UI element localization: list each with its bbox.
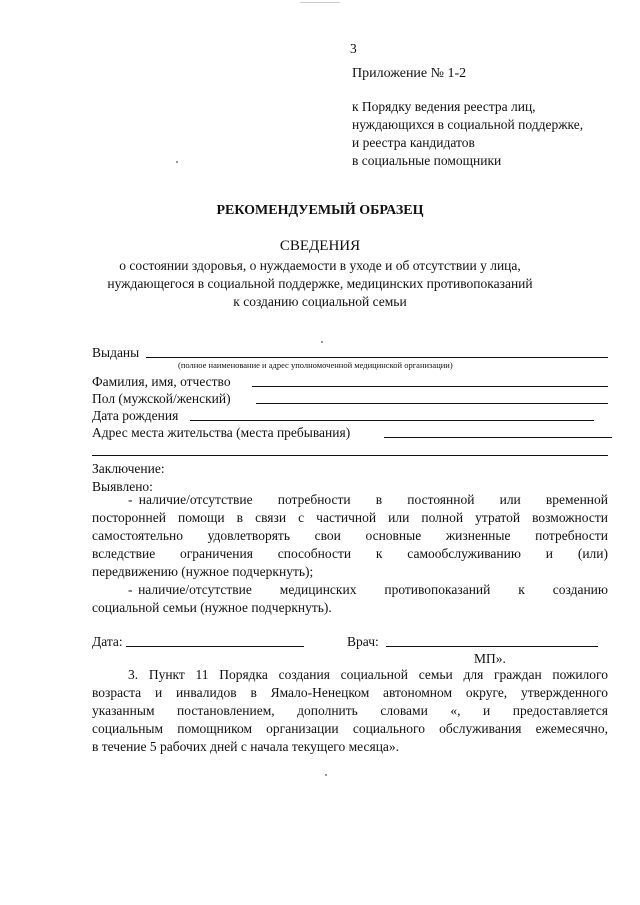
full-name-field-line[interactable]	[252, 386, 608, 387]
sex-label: Пол (мужской/женский)	[92, 391, 231, 406]
address-label: Адрес места жительства (места пребывания)	[92, 425, 351, 440]
page-number: 3	[350, 41, 357, 56]
appendix-line: и реестра кандидатов	[352, 135, 475, 150]
found-label: Выявлено:	[92, 479, 153, 494]
address-field-line-2[interactable]	[92, 455, 608, 456]
appendix-line: к Порядку ведения реестра лиц,	[352, 99, 536, 114]
paragraph-line: указанным постановлением, дополнить словами «, и предоставляется	[92, 703, 608, 718]
appendix-line: в социальные помощники	[352, 153, 502, 168]
item1-line: посторонней помощи в связи с частичной или полной утратой возможности	[92, 510, 608, 525]
item1-line: самостоятельно удовлетворять свои основные жизненные потребности	[92, 528, 608, 543]
date-field-line[interactable]	[126, 646, 304, 647]
item1-line: - наличие/отсутствие потребности в постоянной или временной	[128, 492, 608, 507]
form-subtitle-line: к созданию социальной семьи	[233, 294, 407, 309]
conclusion-label: Заключение:	[92, 461, 165, 476]
form-subtitle-line: нуждающегося в социальной поддержке, медицинских противопоказаний	[107, 276, 533, 291]
item1-line: вследствие ограничения способности к самообслуживанию и (или)	[92, 546, 608, 561]
paragraph-line: 3. Пункт 11 Порядка создания социальной семьи для граждан пожилого	[128, 667, 608, 682]
issued-field-line[interactable]	[146, 357, 608, 358]
issued-label: Выданы	[92, 345, 140, 360]
doctor-label: Врач:	[347, 634, 379, 649]
paragraph-line: возраста и инвалидов в Ямало-Ненецком автономном округе, утвержденного	[92, 685, 608, 700]
scan-speck	[325, 774, 327, 776]
full-name-label: Фамилия, имя, отчество	[92, 374, 231, 389]
scan-speck	[321, 341, 323, 343]
item2-line: - наличие/отсутствие медицинских противопоказаний к созданию	[128, 582, 608, 597]
item2-last-line: социальной семьи (нужное подчеркнуть).	[92, 600, 332, 615]
paragraph-last-line: в течение 5 рабочих дней с начала текущего месяца».	[92, 739, 400, 754]
birth-date-field-line[interactable]	[190, 420, 594, 421]
doctor-field-line[interactable]	[386, 646, 598, 647]
stamp-label: МП».	[474, 651, 506, 666]
paragraph-line: социальным помощником организации социального обслуживания ежемесячно,	[92, 721, 608, 736]
sex-field-line[interactable]	[256, 403, 608, 404]
scan-speck	[176, 161, 178, 163]
date-label: Дата:	[92, 634, 123, 649]
birth-date-label: Дата рождения	[92, 408, 179, 423]
form-title: СВЕДЕНИЯ	[279, 238, 361, 254]
appendix-line: нуждающихся в социальной поддержке,	[352, 117, 584, 132]
sample-heading: РЕКОМЕНДУЕМЫЙ ОБРАЗЕЦ	[216, 203, 424, 218]
issued-hint: (полное наименование и адрес уполномоченной медицинской организации)	[178, 360, 453, 370]
address-field-line[interactable]	[384, 437, 612, 438]
scan-speck	[300, 2, 340, 3]
item1-last-line: передвижению (нужное подчеркнуть);	[92, 564, 314, 579]
form-subtitle-line: о состоянии здоровья, о нуждаемости в уходе и об отсутствии у лица,	[119, 258, 521, 273]
appendix-title: Приложение № 1-2	[352, 66, 467, 81]
